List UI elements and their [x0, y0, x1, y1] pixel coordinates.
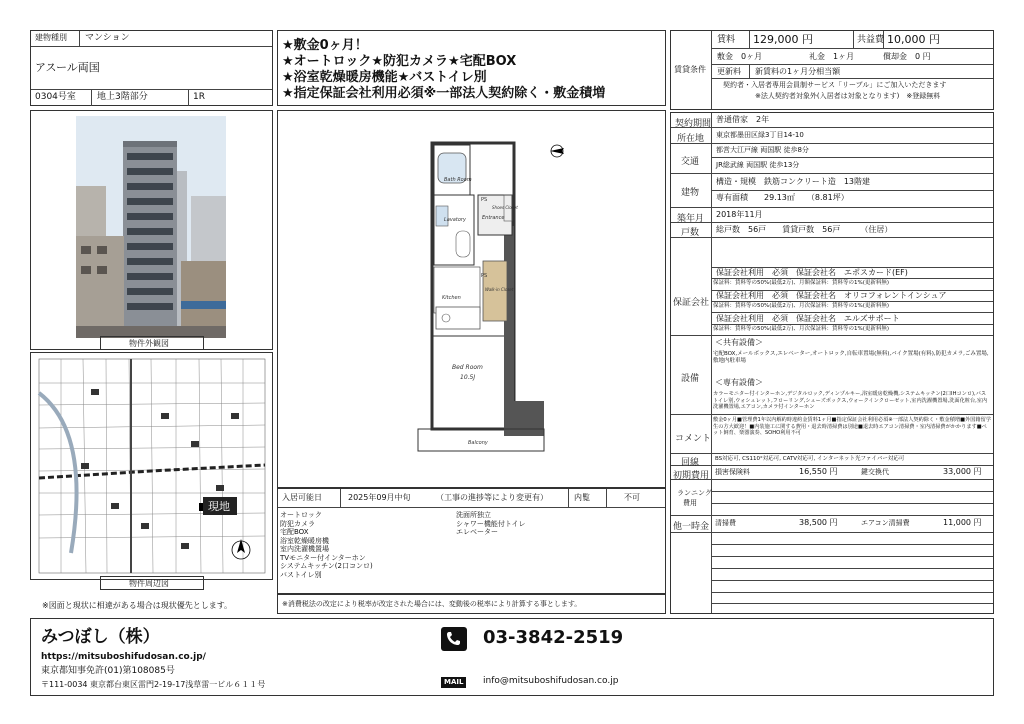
- room-label-balcony: Balcony: [468, 440, 488, 446]
- room-label-wic: Walk-in Closet: [485, 287, 514, 292]
- other-fee-label: 他一時金: [673, 522, 710, 532]
- running-cost-label-1: ランニング: [677, 489, 712, 497]
- units-label: 戸数: [681, 228, 700, 238]
- exterior-caption-box: [100, 336, 204, 350]
- other-value-2: 11,000 円: [943, 518, 982, 527]
- service-note-1: 契約者・入居者専用会員制サービス「リーブル」にご加入いただきます: [723, 81, 947, 89]
- other-item-1: 清掃費: [715, 519, 736, 527]
- details-table: [670, 112, 994, 614]
- feature-item: エレベーター: [456, 528, 498, 536]
- comment-label: コメント: [675, 434, 712, 444]
- private-equipment-title: ＜専有設備＞: [715, 378, 763, 387]
- mail-badge: MAIL: [441, 677, 466, 688]
- map-caption-box: [100, 576, 204, 590]
- rent-box: [670, 30, 994, 110]
- feature-item: 洗面所独立: [456, 511, 491, 519]
- company-name: みつぼし（株）: [41, 627, 160, 647]
- guarantor-3: 保証会社利用 必須 保証会社名 エルズサポート: [716, 314, 900, 323]
- viewing-label: 内覧: [574, 493, 590, 502]
- feature-item: システムキッチン(2口コンロ): [280, 562, 373, 570]
- private-equipment-text: カラーモニター付インターホン,デジタルロック,ディンプルキー,浴室暖房乾燥機,システムキッチン(2口IHコンロ),バストイレ別,ウォシュレット,フローリング,シューズボックス,ウォークインクローゼット,室内洗濯機置場,洗面化粧台,室内洗濯機置場,エアコン,カメラ付インターホン: [713, 391, 988, 410]
- other-value-1: 38,500 円: [799, 518, 838, 527]
- company-url[interactable]: https://mitsuboshifudosan.co.jp/: [41, 652, 206, 662]
- room-label-shoes: Shoes Closet: [492, 205, 518, 210]
- building-type-label: 建物種別: [35, 33, 67, 42]
- tax-note: ※消費税法の改定により税率が改定された場合には、変動後の税率により計算する事とします。: [282, 600, 582, 608]
- common-fee-label: 共益費: [857, 35, 885, 45]
- transport-label: 交通: [681, 157, 700, 167]
- guarantor-2-note: 保証料：賃料等の50%(最低2万)、月次保証料：賃料等の1%(更新料無): [713, 303, 890, 309]
- initial-item-2: 鍵交換代: [861, 468, 889, 476]
- feature-item: オートロック: [280, 511, 322, 519]
- initial-cost-label: 初期費用: [673, 471, 710, 481]
- license-number: 東京都知事免許(01)第108085号: [41, 666, 175, 676]
- headline-line-3: ★浴室乾燥暖房機能★バストイレ別: [282, 70, 487, 85]
- room-label-lavatory: Lavatory: [444, 217, 466, 223]
- feature-item: 室内洗濯機置場: [280, 545, 329, 553]
- renewal-label: 更新料: [717, 67, 741, 76]
- guarantor-2: 保証会社利用 必須 保証会社名 オリコフォレントインシュア: [716, 291, 947, 300]
- room-label-kitchen: Kitchen: [442, 295, 461, 301]
- transport-line-2: JR総武線 両国駅 徒歩13分: [716, 161, 800, 169]
- room-label-ps-1: PS: [481, 197, 488, 203]
- building-type-value: マンション: [85, 33, 130, 43]
- viewing-value: 不可: [624, 493, 640, 502]
- phone-number[interactable]: 03-3842-2519: [483, 627, 624, 648]
- line-value: BS対応可, CS110°対応可, CATV対応可, インターネット光ファイバー対応可: [715, 456, 905, 462]
- guarantor-1-note: 保証料：賃料等の50%(最低2万)、月額保証料：賃料等の1%(更新料無): [713, 280, 890, 286]
- location-label: 所在地: [677, 134, 705, 144]
- line-label: 回線: [681, 458, 700, 468]
- room-label-size: 10.5J: [460, 374, 476, 381]
- initial-value-1: 16,550 円: [799, 467, 838, 476]
- equipment-label: 設備: [681, 374, 700, 384]
- building-label: 建物: [681, 188, 700, 198]
- room-number: 0304号室: [35, 92, 76, 102]
- feature-item: バストイレ別: [280, 570, 322, 579]
- initial-item-1: 損害保険料: [715, 468, 750, 476]
- transport-line-1: 都営大江戸線 両国駅 徒歩8分: [716, 146, 809, 154]
- feature-item: TVモニター付インターホン: [280, 553, 366, 562]
- feature-item: シャワー機能付トイレ: [456, 519, 526, 528]
- deposit-value: 敷金 0ヶ月: [717, 52, 763, 61]
- initial-value-2: 33,000 円: [943, 467, 982, 476]
- common-fee-value: 10,000 円: [887, 33, 940, 46]
- shokyaku-value: 償却金 0 円: [883, 52, 931, 61]
- service-note-2: ※法人契約者対象外(入居者は対象となります) ※登録無料: [755, 92, 941, 100]
- rent-value: 129,000 円: [753, 33, 813, 46]
- floorplan-frame: [277, 110, 666, 488]
- move-in-note: （工事の進捗等により変更有）: [436, 493, 548, 502]
- feature-item: 防犯カメラ: [280, 519, 315, 528]
- move-in-box: [277, 488, 666, 594]
- built-label: 築年月: [677, 214, 705, 224]
- email-address[interactable]: info@mitsuboshifudosan.co.jp: [483, 676, 619, 686]
- move-in-label: 入居可能日: [282, 493, 322, 502]
- guarantor-3-note: 保証料：賃料等の50%(最低2万)、月次保証料：賃料等の1%(更新料無): [713, 326, 890, 332]
- built-value: 2018年11月: [716, 210, 763, 219]
- running-cost-label-2: 費用: [683, 499, 697, 507]
- units-value: 総戸数 56戸 賃貸戸数 56戸 （住居）: [716, 225, 893, 234]
- common-equipment-title: ＜共有設備＞: [715, 338, 763, 347]
- guarantor-1: 保証会社利用 必須 保証会社名 エポスカード(EF): [716, 268, 908, 277]
- building-structure: 構造・規模 鉄筋コンクリート造 13階建: [716, 177, 871, 186]
- layout-type: 1R: [193, 92, 205, 102]
- footer-box: [30, 618, 994, 696]
- map-disclaimer: ※図面と現状に相違がある場合は現状優先とします。: [42, 601, 233, 610]
- room-label-bedroom: Bed Room: [452, 364, 483, 371]
- feature-item: 浴室乾燥暖房機: [280, 536, 329, 545]
- guarantor-label: 保証会社: [673, 298, 710, 308]
- property-info-box: [30, 30, 273, 106]
- exterior-caption: 物件外観図: [129, 339, 169, 348]
- tax-note-box: [277, 594, 666, 614]
- map-caption: 物件周辺図: [129, 579, 169, 588]
- floorplan: [278, 111, 665, 487]
- contract-value: 普通借家 2年: [716, 115, 770, 124]
- headline-line-2: ★オートロック★防犯カメラ★宅配BOX: [282, 54, 517, 69]
- phone-icon: [441, 627, 467, 651]
- building-exterior-photo: [31, 111, 272, 349]
- rent-conditions-label: 賃貸条件: [674, 65, 706, 74]
- key-money-value: 礼金 1ヶ月: [809, 52, 855, 61]
- area-map-frame: [30, 352, 273, 580]
- floor-info: 地上3階部分: [97, 92, 148, 102]
- headline-box: [277, 30, 666, 106]
- comment-text: 敷金0ヶ月■管理費1年以内解約時違約金賃料1ヶ月■指定保証会社利用必須※一部法人契約除く・敷金積増■外国籍留学生の方大歓迎！■内装施工に関する費用・退去時清掃費は別途■退去時エアコン清掃費・室内清掃費がかかります■ペット飼育、楽器演奏、SOHO利用不可: [713, 417, 991, 437]
- move-in-date: 2025年09月中旬: [348, 493, 411, 502]
- building-area: 専有面積 29.13㎡ （8.81坪）: [716, 193, 849, 202]
- room-label-ps-2: PS: [481, 273, 488, 279]
- room-label-entrance: Entrance: [482, 215, 505, 221]
- headline-line-1: ★敷金0ヶ月！: [282, 38, 368, 53]
- feature-item: 宅配BOX: [280, 528, 309, 536]
- headline-line-4: ★指定保証会社利用必須※一部法人契約除く・敷金積増: [282, 86, 606, 101]
- property-name: アスール両国: [35, 61, 100, 74]
- company-address: 〒111-0034 東京都台東区雷門2-19-17浅草雷一ビル６１１号: [41, 680, 266, 689]
- features-list-right: [456, 511, 526, 537]
- contract-label: 契約期間: [675, 119, 712, 129]
- renewal-value: 新賃料の1ヶ月分相当額: [755, 67, 841, 76]
- common-equipment-text: 宅配BOX,メールボックス,エレベーター,オートロック,自転車置場(無料),バイク置場(有料),防犯カメラ,ごみ置場,敷地内駐車場: [713, 351, 989, 364]
- rent-label: 賃料: [717, 35, 736, 45]
- location-value: 東京都墨田区緑3丁目14-10: [716, 131, 804, 139]
- other-item-2: エアコン清掃費: [861, 519, 910, 527]
- map-marker-label: 現地: [208, 500, 230, 513]
- exterior-photo-frame: [30, 110, 273, 350]
- features-list-left: [280, 511, 373, 579]
- room-label-bath: Bath Room: [444, 177, 472, 183]
- area-map[interactable]: [31, 353, 272, 579]
- floorplan-north-arrow-icon: [550, 145, 564, 157]
